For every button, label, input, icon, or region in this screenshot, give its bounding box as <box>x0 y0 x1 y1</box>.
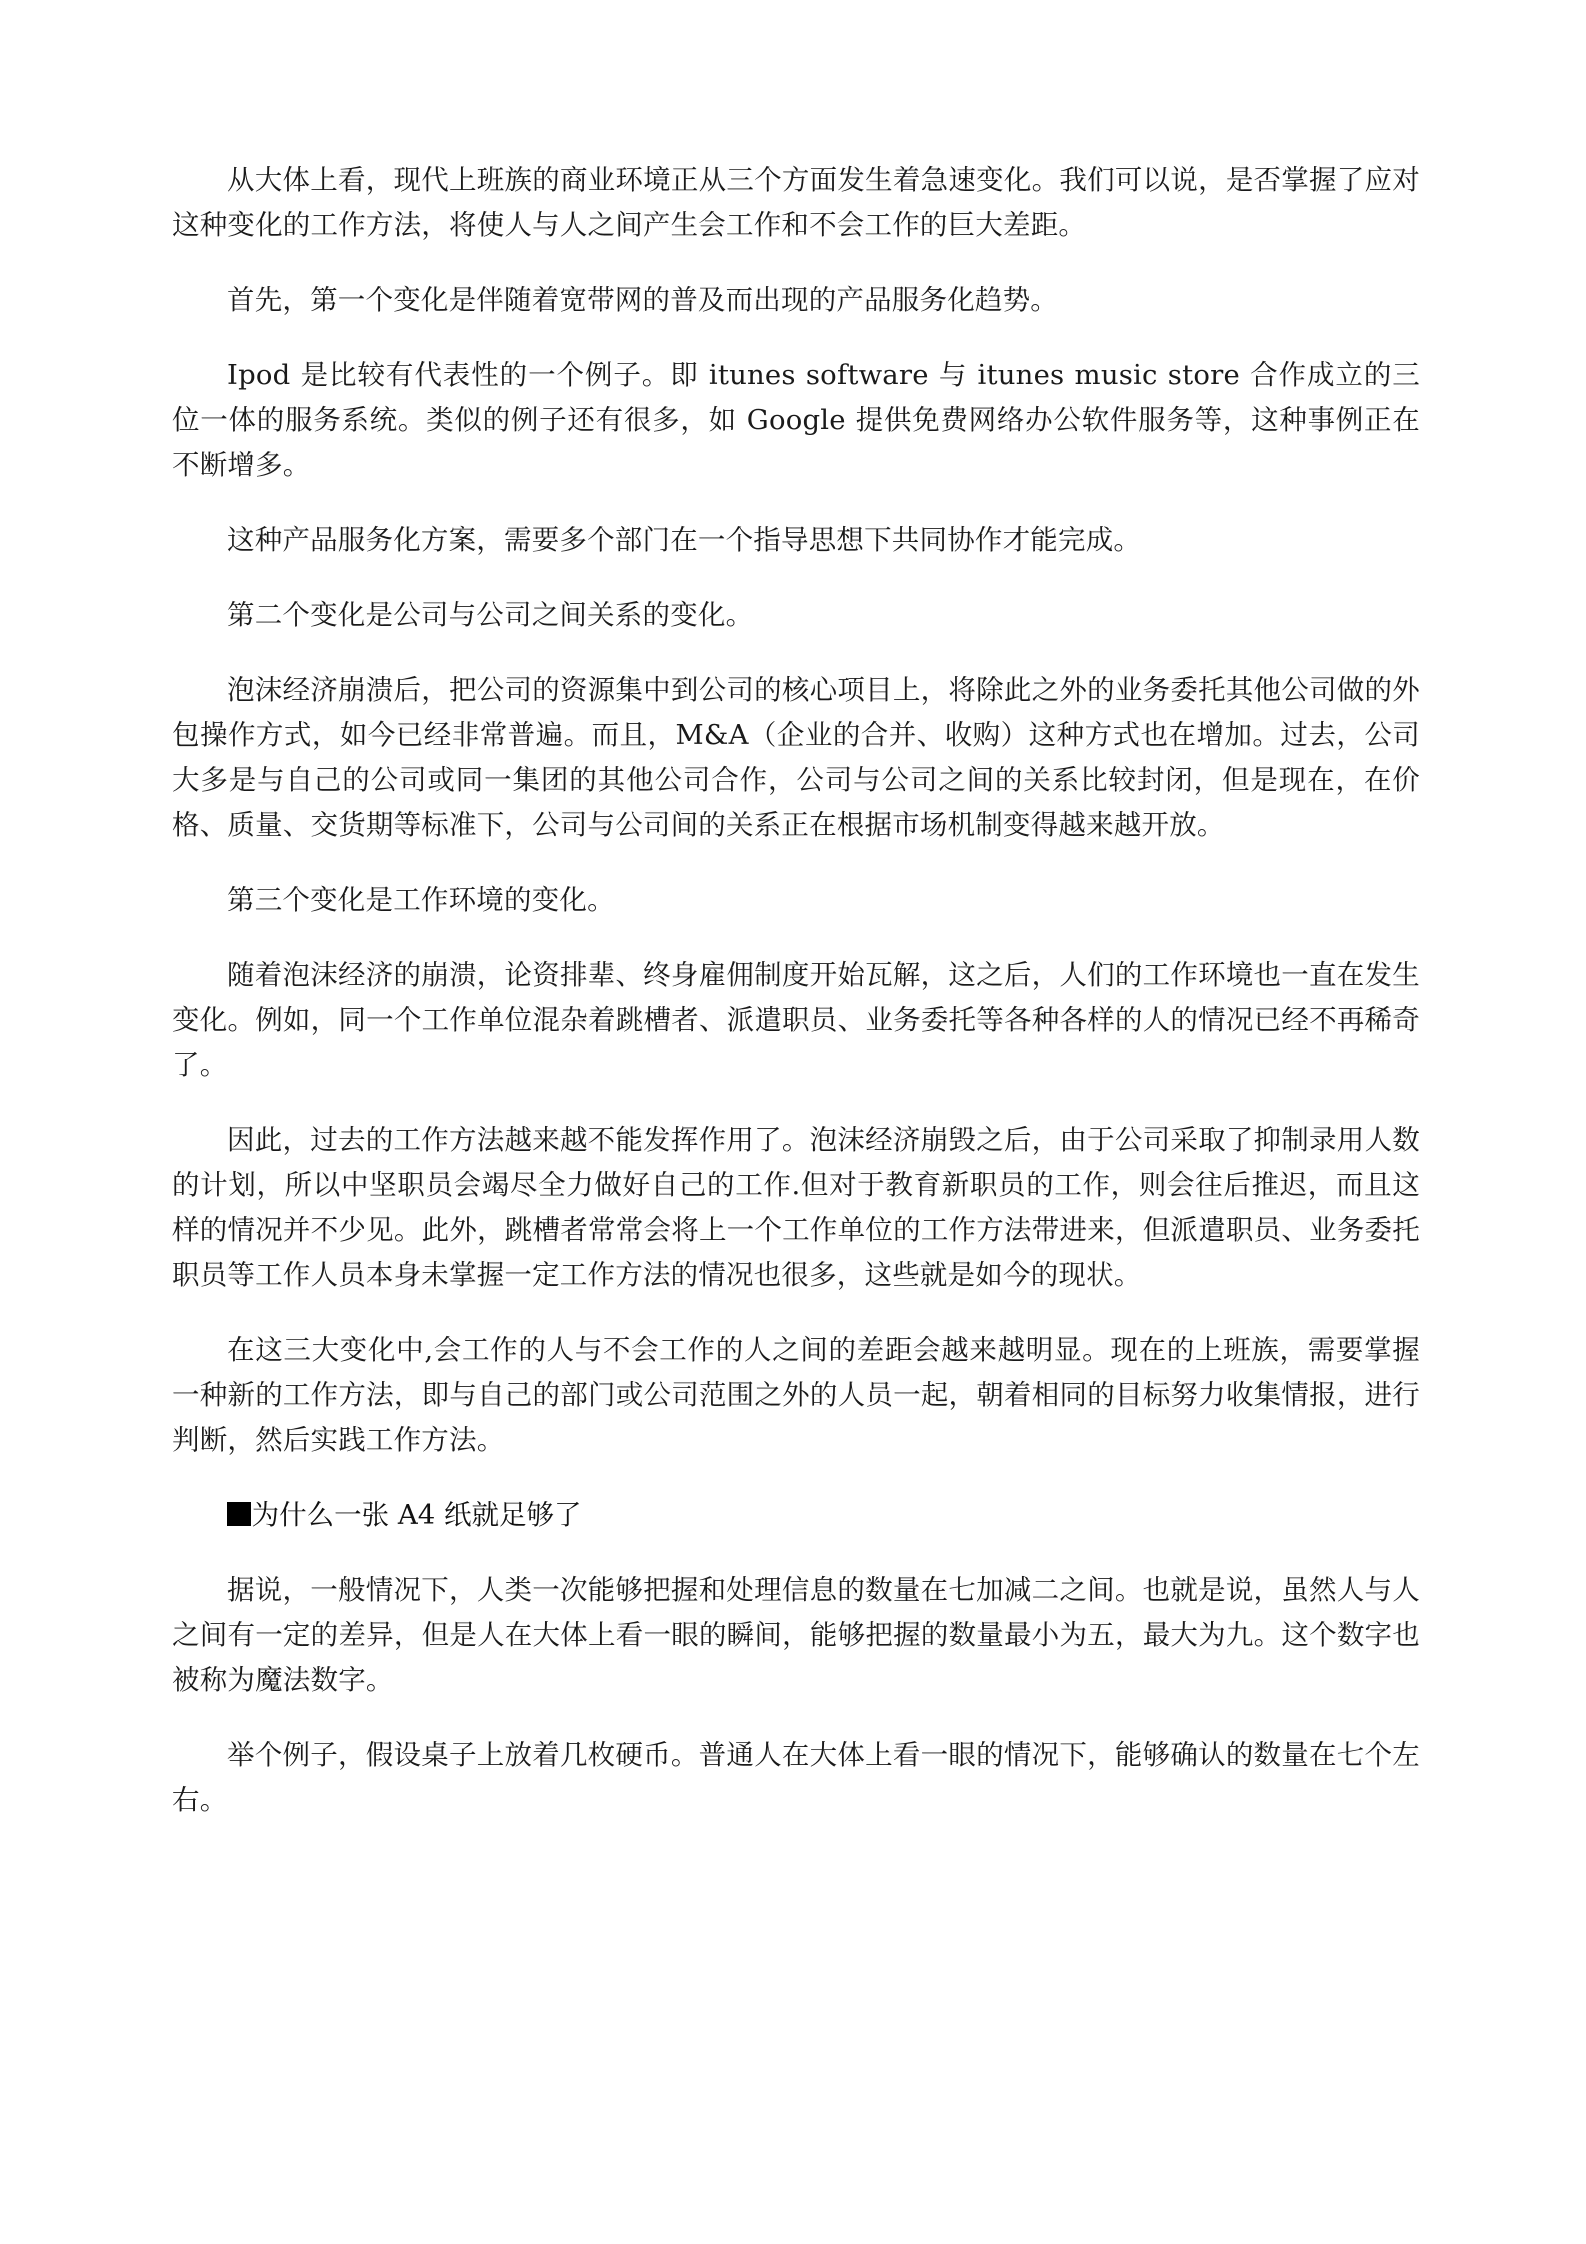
paragraph-coins-example: 举个例子，假设桌子上放着几枚硬币。普通人在大体上看一眼的情况下，能够确认的数量在七个左右。 <box>172 1739 1420 1816</box>
paragraph-third-change: 第三个变化是工作环境的变化。 <box>227 884 615 916</box>
paragraph-old-methods-ineffective: 因此，过去的工作方法越来越不能发挥作用了。泡沫经济崩毁之后，由于公司采取了抑制录用人数的计划，所以中坚职员会竭尽全力做好自己的工作.但对于教育新职员的工作，则会往后推迟，而且这样的情况并不少见。此外，跳槽者常常会将上一个工作单位的工作方法带进来，但派遣职员、业务委托职员等工作人员本身未掌握一定工作方法的情况也很多，这些就是如今的现状。 <box>172 1124 1420 1291</box>
paragraph-bubble-economy-outsourcing: 泡沫经济崩溃后，把公司的资源集中到公司的核心项目上，将除此之外的业务委托其他公司做的外包操作方式，如今已经非常普遍。而且，M&A（企业的合并、收购）这种方式也在增加。过去，公司大多是与自己的公司或同一集团的其他公司合作，公司与公司之间的关系比较封闭，但是现在，在价格、质量、交货期等标准下，公司与公司间的关系正在根据市场机制变得越来越开放。 <box>172 674 1420 841</box>
paragraph-business-environment-change: 从大体上看，现代上班族的商业环境正从三个方面发生着急速变化。我们可以说，是否掌握了应对这种变化的工作方法，将使人与人之间产生会工作和不会工作的巨大差距。 <box>172 164 1420 241</box>
paragraph-three-changes-gap: 在这三大变化中,会工作的人与不会工作的人之间的差距会越来越明显。现在的上班族，需要掌握一种新的工作方法，即与自己的部门或公司范围之外的人员一起，朝着相同的目标努力收集情报，进行判断，然后实践工作方法。 <box>172 1334 1420 1456</box>
heading-why-one-a4-sheet-is-enough <box>172 1493 1420 1538</box>
document-text-column <box>172 158 1420 1853</box>
heading-label: 为什么一张 A4 纸就足够了 <box>251 1499 582 1531</box>
paragraph-product-servitization: 这种产品服务化方案，需要多个部门在一个指导思想下共同协作才能完成。 <box>227 524 1142 556</box>
paragraph-first-change: 首先，第一个变化是伴随着宽带网的普及而出现的产品服务化趋势。 <box>227 284 1058 316</box>
black-square-bullet-icon <box>227 1502 251 1526</box>
paragraph-second-change: 第二个变化是公司与公司之间关系的变化。 <box>227 599 754 631</box>
paragraph-magic-number-seven: 据说，一般情况下，人类一次能够把握和处理信息的数量在七加减二之间。也就是说，虽然人与人之间有一定的差异，但是人在大体上看一眼的瞬间，能够把握的数量最小为五，最大为九。这个数字也被称为魔法数字。 <box>172 1574 1420 1696</box>
paragraph-work-environment-change: 随着泡沫经济的崩溃，论资排辈、终身雇佣制度开始瓦解，这之后，人们的工作环境也一直在发生变化。例如，同一个工作单位混杂着跳槽者、派遣职员、业务委托等各种各样的人的情况已经不再稀奇了。 <box>172 959 1420 1081</box>
paragraph-ipod-example: Ipod 是比较有代表性的一个例子。即 itunes software 与 itunes music store 合作成立的三位一体的服务系统。类似的例子还有很多，如 Google 提供免费网络办公软件服务等，这种事例正在不断增多。 <box>172 359 1420 481</box>
